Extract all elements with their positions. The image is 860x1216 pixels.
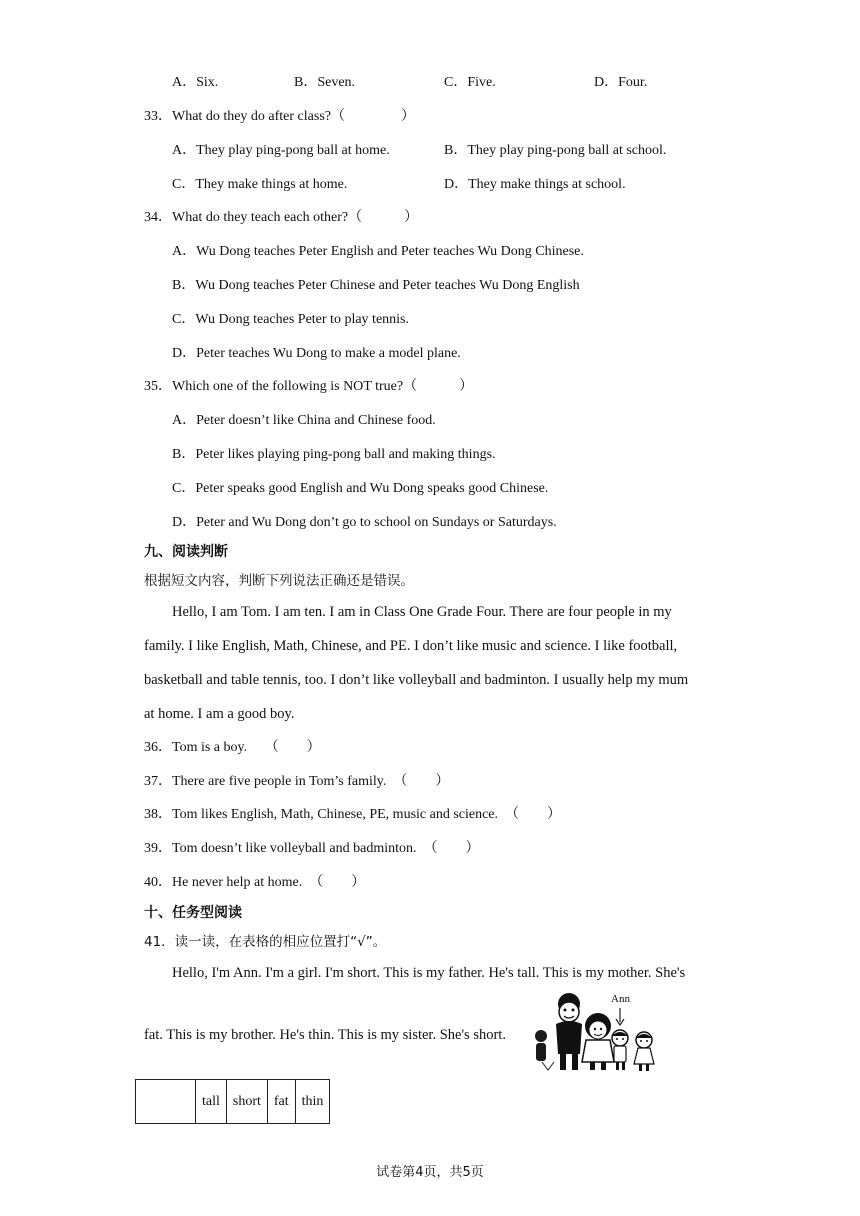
answer-table	[135, 1079, 330, 1124]
passage-line: family. I like English, Math, Chinese, and PE. I don’t like music and science. I like football,	[144, 638, 678, 654]
passage-line: Hello, I'm Ann. I'm a girl. I'm short. This is my father. He's tall. This is my mother. She's	[172, 965, 686, 981]
q34-option-a: A．Wu Dong teaches Peter English and Peter teaches Wu Dong Chinese.	[172, 244, 584, 259]
q35-option-b: B．Peter likes playing ping-pong ball and making things.	[172, 447, 496, 462]
q32-option-a: A．Six.	[172, 75, 219, 90]
passage-line: Hello, I am Tom. I am ten. I am in Class One Grade Four. There are four people in my	[172, 604, 672, 620]
q32-option-d: D．Four.	[594, 75, 648, 90]
q35-option-a: A．Peter doesn’t like China and Chinese food.	[172, 413, 436, 428]
passage-line: fat. This is my brother. He's thin. This is my sister. She's short.	[144, 1027, 506, 1043]
section-10-title: 十、任务型阅读	[144, 905, 242, 921]
section-9-instruction: 根据短文内容，判断下列说法正确还是错误。	[144, 573, 414, 589]
table-header-fat: fat	[267, 1080, 295, 1124]
table-header-tall: tall	[196, 1080, 227, 1124]
q32-option-c: C．Five.	[444, 75, 496, 90]
q35-stem: 35．Which one of the following is NOT true?（ ）	[144, 379, 474, 394]
q34-option-d: D．Peter teaches Wu Dong to make a model plane.	[172, 346, 461, 361]
question-36: 36．Tom is a boy. （ ）	[144, 740, 321, 755]
q33-option-c: C．They make things at home.	[172, 177, 348, 192]
question-37: 37．There are five people in Tom’s family. （ ）	[144, 774, 450, 789]
q34-option-b: B．Wu Dong teaches Peter Chinese and Peter teaches Wu Dong English	[172, 278, 580, 293]
q35-option-c: C．Peter speaks good English and Wu Dong speaks good Chinese.	[172, 481, 549, 496]
page-footer: 试卷第4页，共5页	[376, 1165, 484, 1180]
passage-line: at home. I am a good boy.	[144, 706, 295, 722]
table-header-blank[interactable]	[136, 1080, 196, 1124]
section-9-title: 九、阅读判断	[144, 544, 228, 560]
question-39: 39．Tom doesn’t like volleyball and badminton. （ ）	[144, 841, 480, 856]
q34-stem: 34．What do they teach each other?（ ）	[144, 210, 419, 225]
question-41-instruction: 41．读一读，在表格的相应位置打“√”。	[144, 934, 387, 950]
table-row	[136, 1080, 330, 1124]
q33-option-b: B．They play ping-pong ball at school.	[444, 143, 667, 158]
ann-label: Ann	[611, 993, 630, 1005]
table-header-short: short	[226, 1080, 267, 1124]
question-40: 40．He never help at home. （ ）	[144, 875, 366, 890]
q35-option-d: D．Peter and Wu Dong don’t go to school on Sundays or Saturdays.	[172, 515, 557, 530]
q32-option-b: B．Seven.	[294, 75, 356, 90]
passage-line: basketball and table tennis, too. I don’t like volleyball and badminton. I usually help my mum	[144, 672, 689, 688]
q33-stem: 33．What do they do after class?（ ）	[144, 109, 415, 124]
q33-option-a: A．They play ping-pong ball at home.	[172, 143, 390, 158]
question-38: 38．Tom likes English, Math, Chinese, PE, music and science. （ ）	[144, 807, 562, 822]
q34-option-c: C．Wu Dong teaches Peter to play tennis.	[172, 312, 409, 327]
family-icon	[528, 988, 662, 1078]
family-illustration	[528, 988, 662, 1078]
table-header-thin: thin	[295, 1080, 330, 1124]
q33-option-d: D．They make things at school.	[444, 177, 626, 192]
